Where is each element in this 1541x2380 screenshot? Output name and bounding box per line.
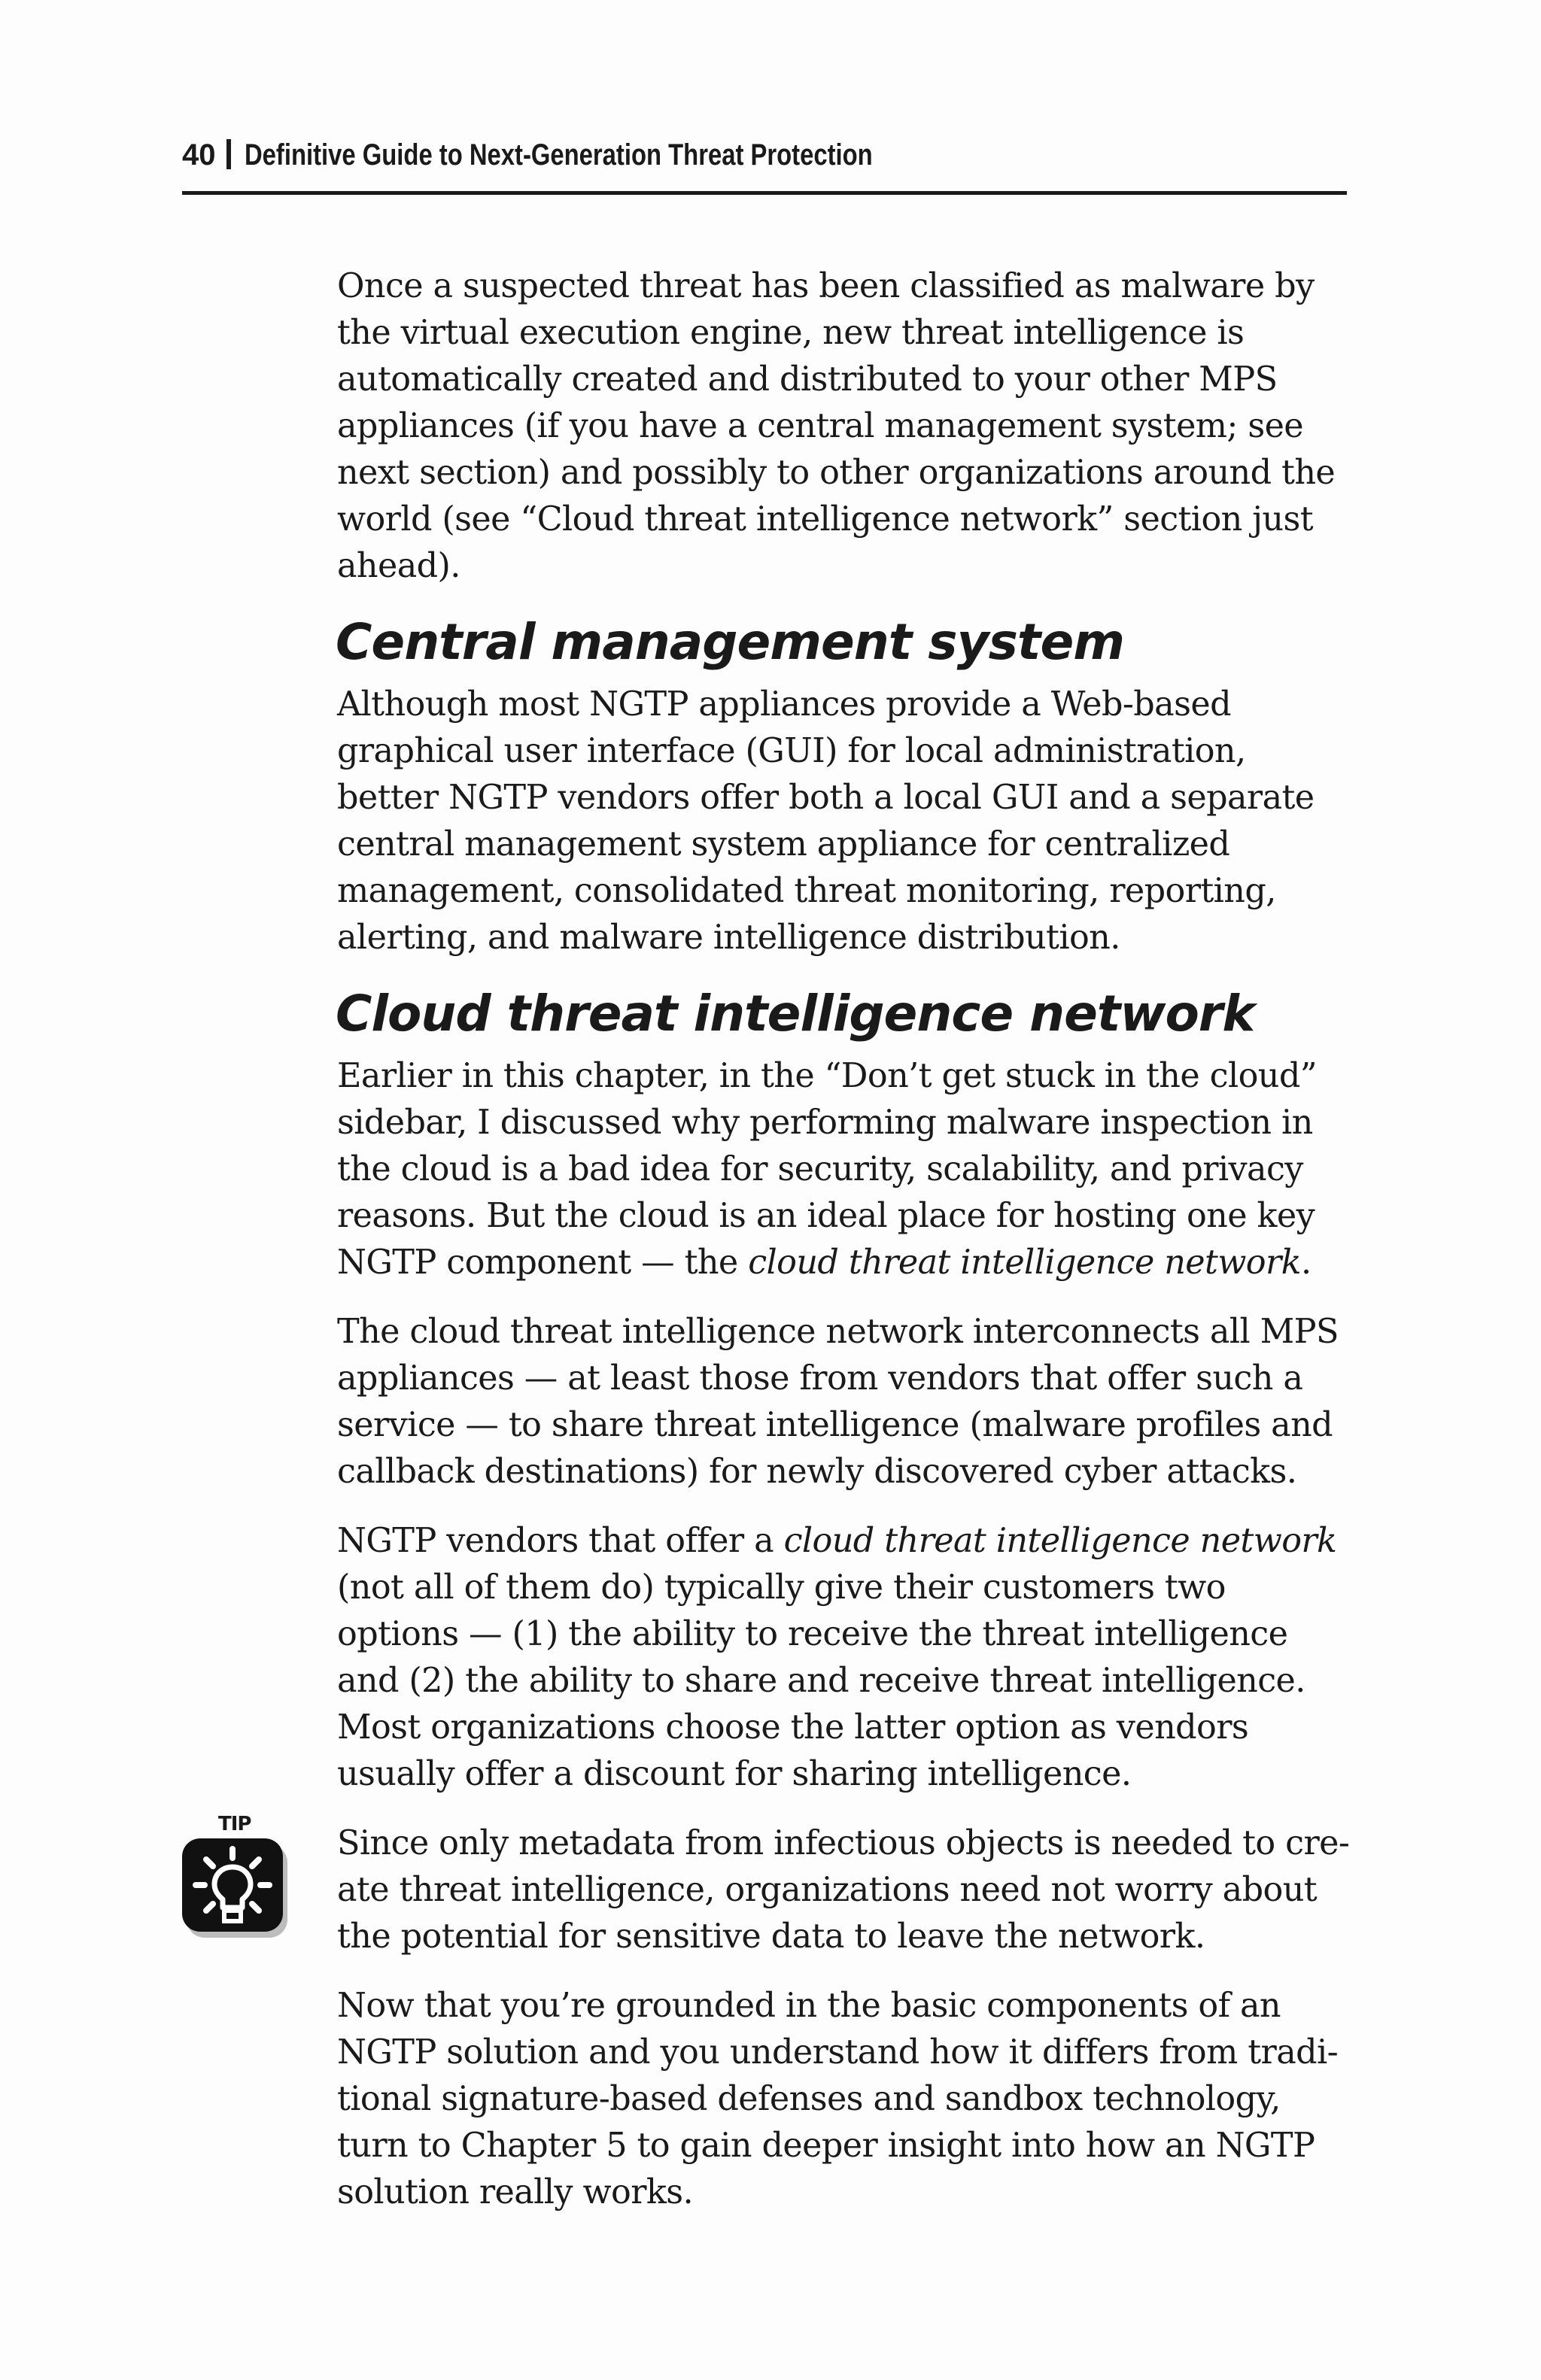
tip-icon-group [179,1813,292,1941]
text-run: (not all of them do) typically give their customers two options — (1) the ability to receive the threat intelligence and (2) the ability to share and receive threat intelligence. Most organizations choose the latter option as vendors usually offer a discount for sharing intelligence. [337,1568,1305,1793]
cloud-paragraph-3 [337,1518,1353,1798]
heading-cloud-threat-intelligence-network: Cloud threat intelligence network [336,985,1255,1043]
tip-block [218,1813,1353,1960]
central-management-paragraph: Although most NGTP appliances provide a Web-based graphical user interface (GUI) for local administration, better NGTP vendors offer both a local GUI and a separate central management system appliance for centralized management, consolidated threat monitoring, reporting, alerting, and malware intelligence distribution. [337,685,1315,957]
book-title: Definitive Guide to Next-Generation Threat Protection [244,138,873,172]
text-run: . [1301,1243,1312,1282]
heading-central-management-system: Central management system [336,613,1124,671]
header-separator [226,139,231,169]
page-number: 40 [182,138,216,172]
intro-paragraph: Once a suspected threat has been classified as malware by the virtual execution engine, new threat intelligence is automatically created and distributed to your other MPS appliances (if you have a central management system; see next section) and possibly to other organizations around the world (see “Cloud threat intelligence network” section just ahead). [337,267,1336,585]
page-content [218,263,1353,2239]
text-run: NGTP vendors that offer a [337,1522,784,1560]
tip-label: TIP [218,1813,251,1835]
cloud-paragraph-2: The cloud threat intelligence network interconnects all MPS appliances — at least those from vendors that offer such a service — to share threat intelligence (malware profiles and callback destinations) for newly discovered cyber attacks. [337,1313,1339,1491]
lightbulb-icon [179,1835,292,1941]
running-header [182,134,1347,195]
cloud-paragraph-1 [337,1053,1353,1286]
emphasis-term: cloud threat intelligence network [748,1243,1302,1282]
text-run: Earlier in this chapter, in the “Don’t get stuck in the cloud” sidebar, I discussed why performing malware inspection in the cloud is a bad idea for security, scalability, and privacy reasons. But the cloud is an ideal place for hosting one key NGTP component — the [337,1057,1317,1282]
emphasis-term: cloud threat intelligence network [783,1522,1337,1560]
closing-paragraph: Now that you’re grounded in the basic components of an NGTP solution and you understand how it differs from traditional signature-based defenses and sandbox technology, turn to Chapter 5 to gain deeper insight into how an NGTP solution really works. [337,1987,1339,2212]
tip-text: Since only metadata from infectious objects is needed to create threat intelligence, organizations need not worry about the potential for sensitive data to leave the network. [337,1824,1350,1956]
